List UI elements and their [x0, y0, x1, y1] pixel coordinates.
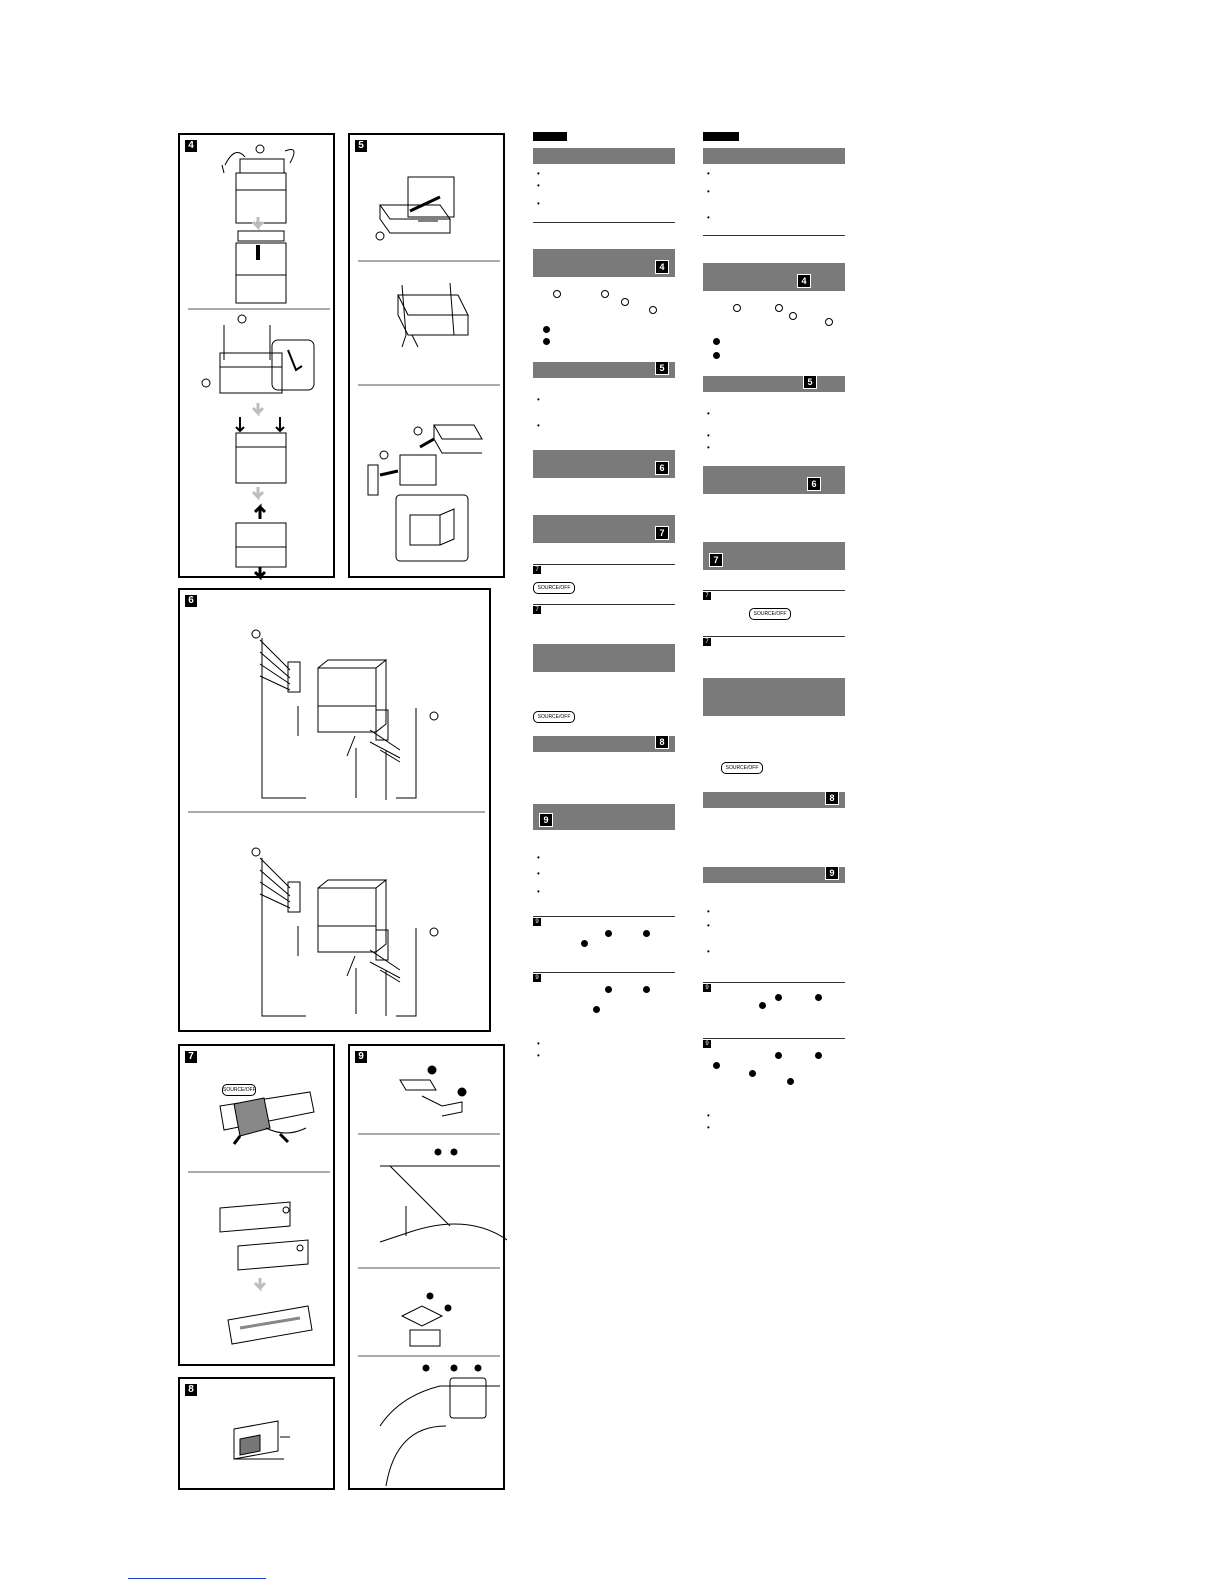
bullet: • — [707, 921, 710, 930]
section-header — [533, 804, 675, 830]
bullet: • — [537, 199, 540, 208]
section-header — [703, 376, 845, 392]
panel-number: 4 — [185, 140, 197, 152]
section-number: 9 — [825, 866, 839, 880]
panel-8-illustration — [180, 1379, 337, 1492]
section-number: 7 — [655, 526, 669, 540]
section-number-mini: 9 — [703, 1040, 711, 1048]
rule — [533, 222, 675, 223]
panel-7 — [178, 1044, 335, 1366]
panel-4 — [178, 133, 335, 578]
marker-a — [775, 1052, 782, 1059]
section-number: 5 — [803, 375, 817, 389]
bullet: • — [537, 181, 540, 190]
section-number: 4 — [797, 274, 811, 288]
source-off-button: SOURCE/OFF — [533, 582, 575, 594]
section-header — [703, 792, 845, 808]
section-header — [533, 249, 675, 277]
bullet: • — [707, 947, 710, 956]
panel-number: 8 — [185, 1384, 197, 1396]
bullet: • — [707, 1123, 710, 1132]
panel-8 — [178, 1377, 335, 1490]
panel-number: 7 — [185, 1051, 197, 1063]
section-header — [703, 867, 845, 883]
section-header — [533, 515, 675, 543]
marker-1-filled — [713, 338, 720, 345]
panel-9-illustration — [350, 1046, 507, 1492]
marker-a — [605, 930, 612, 937]
marker-1-filled — [543, 326, 550, 333]
language-tab — [533, 132, 567, 141]
panel-9 — [348, 1044, 505, 1490]
section-number-mini: 9 — [703, 984, 711, 992]
section-number: 7 — [709, 553, 723, 567]
bullet: • — [707, 409, 710, 418]
section-number: 5 — [655, 361, 669, 375]
marker-a — [605, 986, 612, 993]
section-header — [703, 148, 845, 164]
rule — [703, 235, 845, 236]
rule — [533, 564, 675, 565]
panel-number: 5 — [355, 140, 367, 152]
panel-5-illustration — [350, 135, 507, 580]
marker-b — [643, 986, 650, 993]
marker-b — [713, 1062, 720, 1069]
marker-1 — [553, 290, 561, 298]
bullet: • — [537, 1039, 540, 1048]
bullet: • — [537, 853, 540, 862]
footer-link-underline[interactable] — [128, 1578, 266, 1579]
language-tab — [703, 132, 739, 141]
section-header — [533, 450, 675, 478]
source-off-button: SOURCE/OFF — [533, 711, 575, 723]
marker-1 — [733, 304, 741, 312]
marker-a — [775, 994, 782, 1001]
marker-b — [749, 1070, 756, 1077]
panel-6-illustration — [180, 590, 493, 1034]
panel-6 — [178, 588, 491, 1032]
marker-4 — [789, 312, 797, 320]
marker-4 — [649, 306, 657, 314]
section-number: 8 — [655, 735, 669, 749]
marker-2-filled — [543, 338, 550, 345]
marker-4 — [621, 298, 629, 306]
section-number: 6 — [807, 477, 821, 491]
bullet: • — [707, 907, 710, 916]
bullet: • — [537, 887, 540, 896]
rule — [703, 636, 845, 637]
bullet: • — [537, 421, 540, 430]
section-header — [533, 362, 675, 378]
rule — [533, 604, 675, 605]
bullet: • — [707, 169, 710, 178]
section-number-mini: 7 — [703, 592, 711, 600]
source-off-button: SOURCE/OFF — [222, 1084, 256, 1096]
bullet: • — [537, 395, 540, 404]
section-number: 6 — [655, 461, 669, 475]
panel-number: 6 — [185, 595, 197, 607]
section-number-mini: 9 — [533, 974, 541, 982]
panel-number: 9 — [355, 1051, 367, 1063]
rule — [703, 590, 845, 591]
rule — [533, 916, 675, 917]
section-header — [703, 263, 845, 291]
source-off-button: SOURCE/OFF — [749, 608, 791, 620]
marker-b — [815, 994, 822, 1001]
marker-c — [593, 1006, 600, 1013]
marker-b — [759, 1002, 766, 1009]
marker-b — [643, 930, 650, 937]
section-number-mini: 7 — [533, 606, 541, 614]
section-header — [533, 736, 675, 752]
section-number: 9 — [539, 813, 553, 827]
section-header — [703, 678, 845, 716]
source-off-button: SOURCE/OFF — [721, 762, 763, 774]
bullet: • — [707, 187, 710, 196]
section-number-mini: 9 — [533, 918, 541, 926]
rule — [533, 972, 675, 973]
bullet: • — [707, 213, 710, 222]
bullet: • — [537, 169, 540, 178]
panel-5 — [348, 133, 505, 578]
rule — [703, 982, 845, 983]
bullet: • — [537, 1051, 540, 1060]
marker-4 — [825, 318, 833, 326]
rule — [703, 1038, 845, 1039]
section-header — [533, 148, 675, 164]
section-header — [703, 542, 845, 570]
marker-c — [787, 1078, 794, 1085]
panel-7-illustration — [180, 1046, 337, 1368]
panel-4-illustration — [180, 135, 337, 580]
marker-2-filled — [713, 352, 720, 359]
marker-b — [581, 940, 588, 947]
marker-b — [815, 1052, 822, 1059]
marker-1 — [601, 290, 609, 298]
bullet: • — [537, 869, 540, 878]
bullet: • — [707, 443, 710, 452]
section-header — [703, 466, 845, 494]
bullet: • — [707, 431, 710, 440]
section-header — [533, 644, 675, 672]
section-number: 8 — [825, 791, 839, 805]
section-number-mini: 7 — [703, 638, 711, 646]
marker-1 — [775, 304, 783, 312]
section-number: 4 — [655, 260, 669, 274]
bullet: • — [707, 1111, 710, 1120]
section-number-mini: 7 — [533, 566, 541, 574]
